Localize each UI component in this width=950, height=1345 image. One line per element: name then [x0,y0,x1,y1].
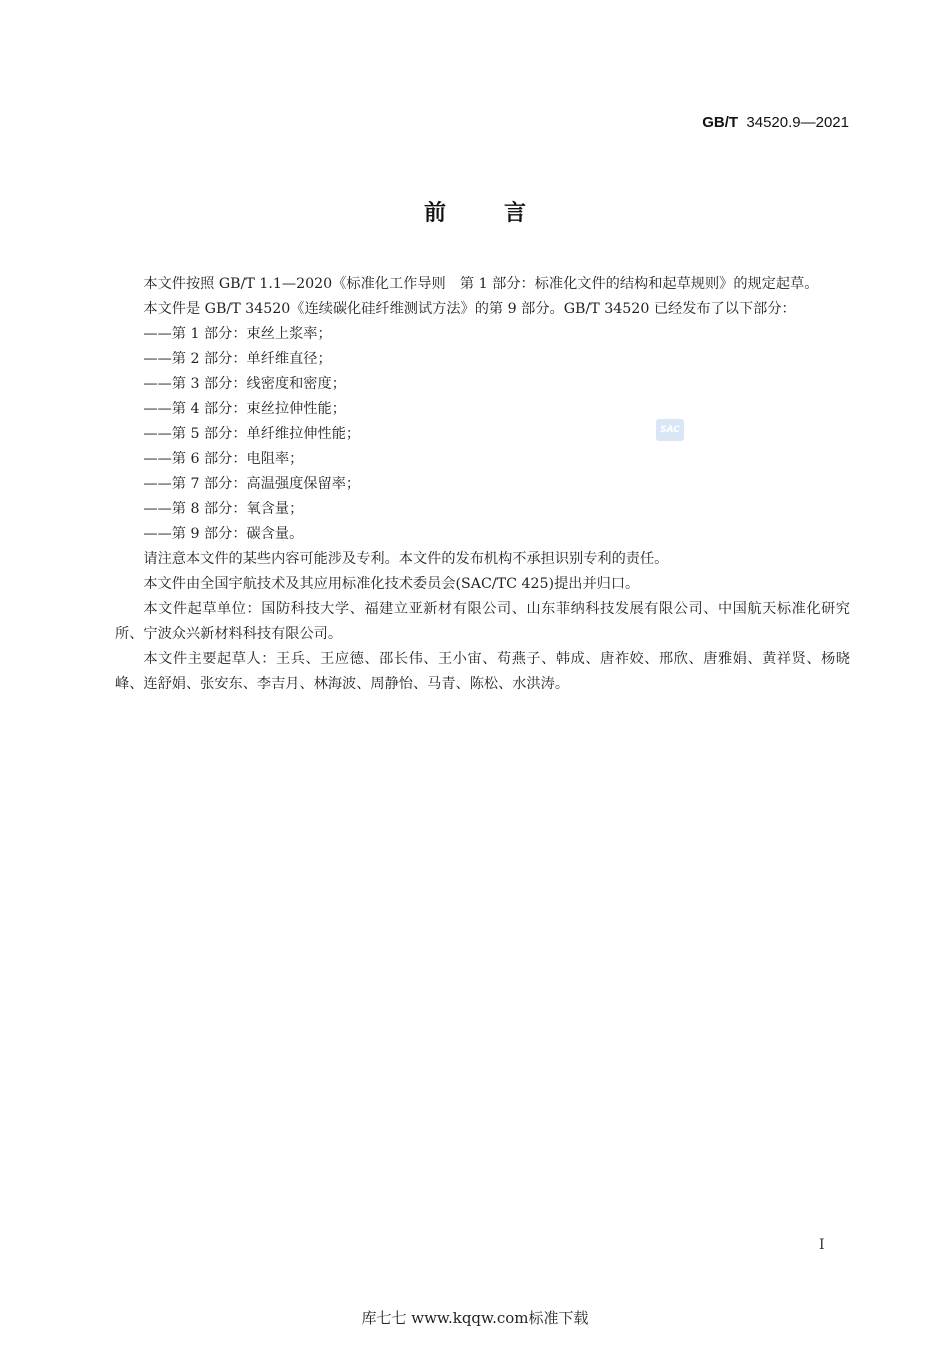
list-item-part-6: ——第 6 部分：电阻率； [143,451,304,467]
download-footer: 库七七 www.kqqw.com标准下载 [361,1309,589,1327]
standard-code: 34520.9—2021 [746,114,849,131]
paragraph-patent-notice: 请注意本文件的某些内容可能涉及专利。本文件的发布机构不承担识别专利的责任。 [143,551,669,567]
foreword-body [115,272,850,697]
page-number: I [819,1237,825,1253]
paragraph-drafters: 本文件主要起草人：王兵、王应德、邵长伟、王小宙、苟燕子、韩成、唐祚姣、邢欣、唐雅娟、黄祥贤、杨晓峰、连舒娟、张安东、李吉月、林海波、周静怡、马青、陈松、水洪涛。 [115,651,850,692]
list-item-part-7: ——第 7 部分：高温强度保留率； [143,476,361,492]
standard-prefix: GB/T [702,114,739,131]
paragraph-drafting-rules: 本文件按照 GB/T 1.1—2020《标准化工作导则 第 1 部分：标准化文件的结构和起草规则》的规定起草。 [143,276,819,292]
standard-number [702,114,849,131]
list-item-part-3: ——第 3 部分：线密度和密度； [143,376,346,392]
list-item-part-9: ——第 9 部分：碳含量。 [143,526,304,542]
list-item-part-2: ——第 2 部分：单纤维直径； [143,351,332,367]
paragraph-proposer: 本文件由全国宇航技术及其应用标准化技术委员会(SAC/TC 425)提出并归口。 [143,576,640,592]
list-item-part-4: ——第 4 部分：束丝拉伸性能； [143,401,346,417]
list-item-part-8: ——第 8 部分：氧含量； [143,501,304,517]
page-title: 前言 [423,201,584,226]
list-item-part-1: ——第 1 部分：束丝上浆率； [143,326,332,342]
paragraph-series-parts: 本文件是 GB/T 34520《连续碳化硅纤维测试方法》的第 9 部分。GB/T 34520 已经发布了以下部分： [143,301,796,317]
paragraph-drafting-units: 本文件起草单位：国防科技大学、福建立亚新材有限公司、山东菲纳科技发展有限公司、中国航天标准化研究所、宁波众兴新材料科技有限公司。 [115,601,850,642]
list-item-part-5: ——第 5 部分：单纤维拉伸性能； [143,426,361,442]
sac-watermark-logo: SAC [656,419,684,441]
